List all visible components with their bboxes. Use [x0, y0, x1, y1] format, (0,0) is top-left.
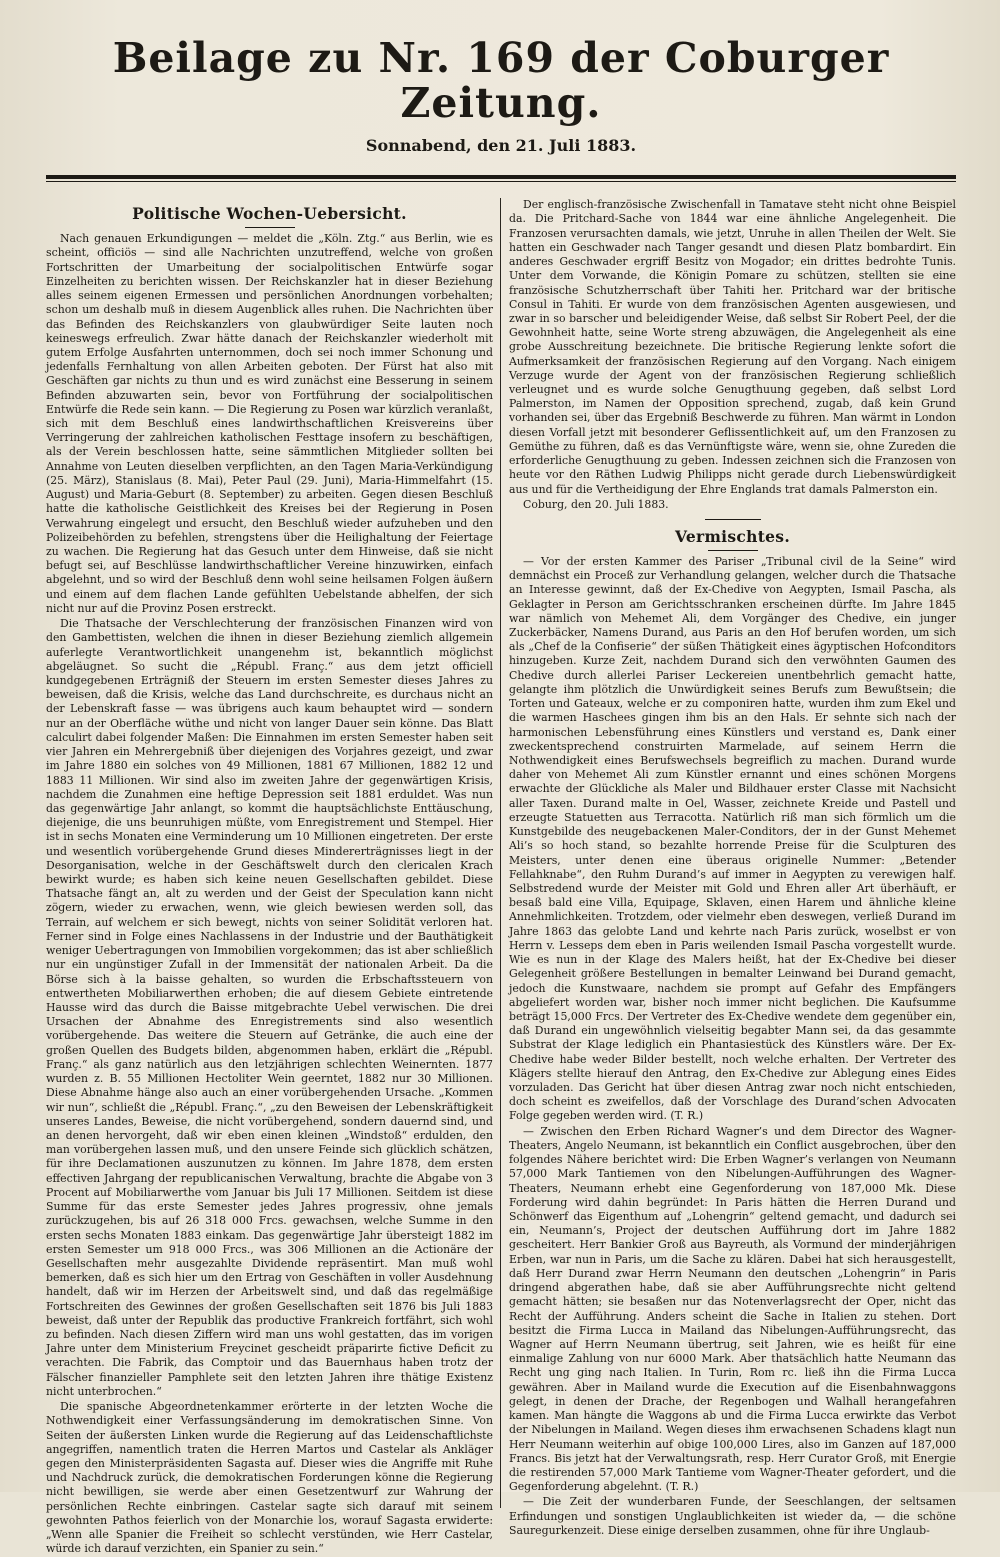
article-paragraph: — Zwischen den Erben Richard Wagner’s und dem Director des Wagner-Theaters, Angelo Neumann, ist bekanntlich ein Conflict ausgebrochen, über den folgendes Nähere berichtet wird: Die Erben Wagner’s verlangen von Neumann 57,000 Mark Tantiemen von den Nibelungen-Aufführungen des Wagner-Theaters, Neumann erhebt eine Gegenforderung von 187,000 Mk. Diese Forderung wird dahin begründet: In Paris hätten die Herren Durand und Schönwerf das Eigenthum auf „Lohengrin“ geltend gemacht, und dadurch sei ein, Neumann’s, Project der deutschen Aufführung dort im Jahre 1882 gescheitert. Herr Bankier Groß aus Bayreuth, als Vormund der minderjährigen Erben, war nun in Paris, um die Sache zu klären. Dabei hat sich herausgestellt, daß Herr Durand zwar Herrn Neumann den deutschen „Lohengrin“ in Paris dringend abgerathen habe, daß sie aber Aufführungsrechte nicht geltend gemacht hätten; sie besaßen nur das Notenverlagsrecht der Oper, nicht das Recht der Aufführung. Anders scheint die Sache in Italien zu stehen. Dort besitzt die Firma Lucca in Mailand das Nibelungen-Aufführungsrecht, das Wagner auf Herrn Neumann übertrug, seit Jahren, wie es heißt für eine einmalige Zahlung von nur 6000 Mark. Aber thatsächlich hatte Neumann das Recht ung ging nach Italien. In Turin, Rom rc. ließ ihn die Firma Lucca gewähren. Aber in Mailand wurde die Execution auf die Eisenbahnwaggons gelegt, in denen der Drache, der Regenbogen und Walhall herangefahren kamen. Man hängte die Waggons ab und die Firma Lucca erwirkte das Verbot der Nibelungen in Mailand. Wegen dieses ihm erwachsenen Schadens klagt nun Herr Neumann weiterhin auf obige 100,000 Lires, also im Ganzen auf 187,000 Francs. Bis jetzt hat der Verwaltungsrath, resp. Herr Curator Groß, mit Energie die restirenden 57,000 Mark Tantieme vom Wagner-Theater gefordert, und die Gegenforderung abgelehnt. (T. R.): [509, 1124, 956, 1494]
article-paragraph: Die Thatsache der Verschlechterung der französischen Finanzen wird von den Gambettisten, welchen die ihnen in dieser Beziehung ziemlich allgemein auferlegte Verantwortlichkeit unangenehm ist, bekanntlich möglichst abgeläugnet. So sucht die „Républ. Franç.“ aus dem jetzt officiell kundgegebenen Erträgniß der Steuern im ersten Semester dieses Jahres zu beweisen, daß die Krisis, welche das Land durchschreite, es durchaus nicht an der Lebenskraft fasse — was übrigens auch kaum behauptet wird — sondern nur an der Oberfläche wüthe und nicht von langer Dauer sein könne. Das Blatt calculirt dabei folgender Maßen: Die Einnahmen im ersten Semester haben seit vier Jahren ein Mehrergebniß über diejenigen des Vorjahres gezeigt, und zwar im Jahre 1880 ein solches von 49 Millionen, 1881 67 Millionen, 1882 12 und 1883 11 Millionen. Wir sind also im zweiten Jahre der gegenwärtigen Krisis, nachdem die Zunahmen eine heftige Depression seit 1881 erduldet. Was nun das gegenwärtige Jahr anlangt, so kommt die hauptsächlichste Enttäuschung, diejenige, die uns beunruhigen müßte, vom Enregistrement und Stempel. Hier ist in sechs Monaten eine Verminderung um 10 Millionen eingetreten. Der erste und wesentlich vorübergehende Grund dieses Mindererträgnisses liegt in der Desorganisation, welche in der Geschäftswelt durch den clericalen Krach bewirkt wurde; es haben sich keine neuen Gesellschaften gebildet. Diese Thatsache fängt an, alt zu werden und der Geist der Speculation kann nicht zögern, wieder zu erwachen, wenn, wie gleich bewiesen werden soll, das Terrain, auf welchem er sich bewegt, nichts von seiner Solidität verloren hat. Ferner sind in Folge eines Nachlassens in der Industrie und der Bauthätigkeit weniger Uebertragungen von Immobilien vorgekommen; das ist aber schließlich nur ein ungünstiger Zufall in der Immensität der nationalen Arbeit. Da die Börse sich à la baisse gehalten, so wurden die Erbschaftssteuern von entwertheten Mobiliarwerthen erhoben; die auf diesem Gebiete eintretende Hausse wird das durch die Baisse mitgebrachte Uebel verwischen. Die drei Ursachen der Abnahme des Enregistrements sind also wesentlich vorübergehende. Das weitere die Steuern auf Getränke, die auch eine der großen Quellen des Budgets bilden, abgenommen haben, erklärt die „Républ. Franç.“ als ganz natürlich aus den letzjährigen schlechten Weinernten. 1877 wurden z. B. 55 Millionen Hectoliter Wein geerntet, 1882 nur 30 Millionen. Diese Abnahme hänge also auch an einer vorübergehenden Ursache. „Kommen wir nun“, schließt die „Républ. Franç.“, „zu den Beweisen der Lebenskräftigkeit unseres Landes, Beweise, die nicht vorübergehend, sondern dauernd sind, und an denen hervorgeht, daß wir eben einen kleinen „Windstoß“ erdulden, den man vorübergehen lassen muß, und den unsere Feinde sich glücklich schätzen, für ihre Declamationen auszunutzen zu können. Im Jahre 1878, dem ersten effectiven Jahrgang der republicanischen Verwaltung, brachte die Abgabe von 3 Procent auf Mobiliarwerthe vom Januar bis Juli 17 Millionen. Seitdem ist diese Summe für das erste Semester jedes Jahres progressiv, ohne jemals zurückzugehen, bis auf 26 318 000 Frcs. gewachsen, welche Summe in den ersten sechs Monaten 1883 einkam. Das gegenwärtige Jahr übersteigt 1882 im ersten Semester um 918 000 Frcs., was 306 Millionen an die Actionäre der Gesellschaften mehr ausgezahlte Dividende repräsentirt. Man muß wohl bemerken, daß es sich hier um den Ertrag von Geschäften in voller Ausdehnung handelt, daß wir im Herzen der Arbeitswelt sind, und daß das regelmäßige Fortschreiten des Gewinnes der großen Gesellschaften seit 1876 bis Juli 1883 beweist, daß unter der Republik das productive Frankreich fortfährt, sich wohl zu befinden. Nach diesen Ziffern wird man uns wohl gestatten, das im vorigen Jahre unter dem Ministerium Freycinet gescheidt präparirte fictive Deficit zu verachten. Die Fabrik, das Comptoir und das Bauernhaus haben trotz der Fälscher finanzieller Pamphlete seit den letzten Jahren ihre thätige Existenz nicht unterbrochen.“: [46, 617, 493, 1398]
left-column: [46, 198, 501, 1556]
section-heading-miscellany: Vermischtes.: [509, 527, 956, 551]
masthead: [46, 36, 956, 182]
article-paragraph: Nach genauen Erkundigungen — meldet die „Köln. Ztg.“ aus Berlin, wie es scheint, officiös — sind alle Nachrichten unzutreffend, welche von großen Fortschritten der Umarbeitung der socialpolitischen Entwürfe sogar Einzelheiten zu berichten wissen. Der Reichskanzler hat in dieser Beziehung alles seinem eigenen Ermessen und persönlichen Anordnungen vorbehalten; schon um deshalb muß in diesem Augenblick alles ruhen. Die Nachrichten über das Befinden des Reichskanzlers von glaubwürdiger Seite lauten noch keineswegs erfreulich. Zwar hätte danach der Reichskanzler wiederholt mit gutem Erfolge Ausfahrten unternommen, doch sei noch immer Schonung und jedenfalls Fernhaltung von allen Arbeiten geboten. Der Fürst hat also mit Geschäften gar nichts zu thun und es wird zunächst eine Besserung in seinem Befinden abzuwarten sein, bevor von Fortführung der socialpolitischen Entwürfe die Rede sein kann. — Die Regierung zu Posen war kürzlich veranlaßt, sich mit dem Beschluß eines landwirthschaftlichen Kreisvereins über Verringerung der zahlreichen katholischen Festtage insofern zu beschäftigen, als der Verein beschlossen hatte, seine sämmtlichen Mitglieder sollten bei Annahme von Leuten dieselben verpflichten, an den Tagen Maria-Verkündigung (25. März), Stanislaus (8. Mai), Peter Paul (29. Juni), Maria-Himmelfahrt (15. August) und Maria-Geburt (8. September) zu arbeiten. Gegen diesen Beschluß hatte die katholische Geistlichkeit des Kreises bei der Regierung in Posen Verwahrung eingelegt und ersucht, den Beschluß wieder aufzuheben und den Polizeibehörden zu befehlen, strengstens über die Heilighaltung der Feiertage zu wachen. Die Regierung hat das Gesuch unter dem Hinweise, daß sie nicht befugt sei, auf Beschlüsse landwirthschaftlicher Vereine hinzuwirken, einfach abgelehnt, und so wird der Beschluß denn wohl seine heilsamen Folgen äußern und einem auf dem flachen Lande gefühlten Uebelstande abhelfen, der sich nicht nur auf die Provinz Posen erstreckt.: [46, 232, 493, 615]
masthead-rule-thin: [46, 181, 956, 182]
newspaper-title: Beilage zu Nr. 169 der Coburger Zeitung.: [112, 34, 890, 128]
dateline-signoff: Coburg, den 20. Juli 1883.: [523, 497, 669, 511]
section-separator: [705, 519, 761, 520]
masthead-rule-thick: [46, 175, 956, 179]
text-columns: [46, 198, 956, 1556]
issue-date: Sonnabend, den 21. Juli 1883.: [365, 136, 637, 156]
article-paragraph: — Vor der ersten Kammer des Pariser „Tribunal civil de la Seine“ wird demnächst ein Proceß zur Verhandlung gelangen, welcher durch die Thatsache an Interesse gewinnt, daß der Ex-Chedive von Aegypten, Ismail Pascha, als Geklagter in Person am Gerichtsschranken erscheinen dürfte. Im Jahre 1845 war nämlich von Mehemet Ali, dem Vorgänger des Chedive, ein junger Zuckerbäcker, Namens Durand, aus Paris an den Hof berufen worden, um sich als „Chef de la Confiserie“ der süßen Thätigkeit eines ägyptischen Hofconditors hinzugeben. Kurze Zeit, nachdem Durand sich den verwöhnten Gaumen des Chedive durch allerlei Pariser Leckereien unentbehrlich gemacht hatte, gelangte ihm plötzlich die Unwürdigkeit seines Berufs zum Bewußtsein; die Torten und Gateaux, welche er zu componiren hatte, wurden ihm zum Ekel und die warmen Haschees gingen ihm bis an den Hals. Er sehnte sich nach der harmonischen Lebensführung eines Künstlers und verstand es, Dank einer zweckentsprechend construirten Marmelade, auf seinem Herrn die Nothwendigkeit eines Berufswechsels begreiflich zu machen. Durand wurde daher von Mehemet Ali zum Künstler ernannt und eines schönen Morgens erwachte der Glückliche als Maler und Bildhauer erster Classe mit Nachsicht aller Taxen. Durand malte in Oel, Wasser, zeichnete Kreide und Pastell und erzeugte Statuetten aus Terracotta. Natürlich riß man sich förmlich um die Kunstgebilde des neugebackenen Maler-Conditors, der in der Gunst Mehemet Ali’s so hoch stand, so bezahlte horrende Preise für die Sculpturen des Meisters, unter denen eine überaus originelle Nummer: „Betender Fellahknabe“, den Ruhm Durand’s auf immer in Aegypten zu verewigen half. Selbstredend wurde der Meister mit Gold und Ehren aller Art überhäuft, er besaß bald eine Villa, Equipage, Sklaven, einen Harem und ähnliche kleine Annehmlichkeiten. Trotzdem, oder vielmehr eben deswegen, verließ Durand im Jahre 1863 das gelobte Land und kehrte nach Paris zurück, woselbst er von Herrn v. Lesseps dem eben in Paris weilenden Ismail Pascha vorgestellt wurde. Wie es nun in der Klage des Malers heißt, hat der Ex-Chedive bei dieser Gelegenheit größere Bestellungen in bemalter Leinwand bei Durand gemacht, jedoch die Kunstwaare, nachdem sie prompt auf Gefahr des Empfängers abgeliefert worden war, bisher noch immer nicht beglichen. Die Kaufsumme beträgt 15,000 Frcs. Der Vertreter des Ex-Chedive wendete dem gegenüber ein, daß Durand ein ungewöhnlich vielseitig begabter Mann sei, da das gesammte Substrat der Klage lediglich ein Phantasiestück des Künstlers wäre. Der Ex-Chedive habe weder Bilder bestellt, noch welche erhalten. Der Vertreter des Klägers stellte hierauf den Antrag, den Ex-Chedive zur Ablegung eines Eides vorzuladen. Das Gericht hat über diesen Antrag zwar noch nicht entschieden, doch scheint es zweifellos, daß der Vorschlage des Durand’schen Advocaten Folge gegeben werden wird. (T. R.): [509, 554, 956, 1123]
article-paragraph: — Die Zeit der wunderbaren Funde, der Seeschlangen, der seltsamen Erfindungen und sonstigen Unglaublichkeiten ist wieder da, — die schöne Sauregurkenzeit. Diese einige derselben zusammen, ohne für ihre Unglaub-: [509, 1495, 956, 1537]
article-paragraph: Der englisch-französische Zwischenfall in Tamatave steht nicht ohne Beispiel da. Die Pritchard-Sache von 1844 war eine ähnliche Angelegenheit. Die Franzosen verursachten damals, wie jetzt, Unruhe in allen Theilen der Welt. Sie hatten ein Geschwader nach Tanger gesandt und diesen Platz bombardirt. Ein anderes Geschwader ergriff Besitz von Mogador; ein drittes bedrohte Tunis. Unter dem Vorwande, die Königin Pomare zu schützen, stellten sie eine französische Schutzherrschaft über Tahiti her. Pritchard war der britische Consul in Tahiti. Er wurde von dem französischen Agenten ausgewiesen, und zwar in so barscher und beleidigender Weise, daß selbst Sir Robert Peel, der die Gewohnheit hatte, seine Worte streng abzuwägen, die Angelegenheit als eine grobe Ausschreitung bezeichnete. Die britische Regierung lenkte sofort die Aufmerksamkeit der französischen Regierung auf den Vorgang. Nach einigem Verzuge wurde der Agent von der französischen Regierung schließlich verleugnet und es wurde solche Genugthuung gegeben, daß selbst Lord Palmerston, im Namen der Opposition sprechend, zugab, daß kein Grund vorhanden sei, über das Ergebniß Beschwerde zu führen. Man wärmt in London diesen Vorfall jetzt mit besonderer Geflissentlichkeit auf, um den Franzosen zu Gemüthe zu führen, daß es das Vernünftigste wäre, wenn sie, ohne Zureden die erforderliche Genugthuung zu geben. Indessen zeichnen sich die Franzosen von heute vor den Räthen Ludwig Philipps nicht gerade durch Liebenswürdigkeit aus und für die Vertheidigung der Ehre Englands trat damals Palmerston ein.: [509, 198, 956, 496]
article-paragraph: Die spanische Abgeordnetenkammer erörterte in der letzten Woche die Nothwendigkeit einer Verfassungsänderung im demokratischen Sinne. Von Seiten der äußersten Linken wurde die Regierung auf das Leidenschaftlichste angegriffen, namentlich traten die Herren Martos und Castelar als Ankläger gegen den Ministerpräsidenten Sagasta auf. Dieser wies die Angriffe mit Ruhe und Nachdruck zurück, die demokratischen Forderungen könne die Regierung nicht bewilligen, sie werde aber einen Gesetzentwurf zur Wahrung der persönlichen Rechte einbringen. Castelar sagte sich darauf mit seinem gewohnten Pathos feierlich von der Monarchie los, worauf Sagasta erwiderte: „Wenn alle Spanier die Freiheit so schlecht verstünden, wie Herr Castelar, würde ich darauf verzichten, ein Spanier zu sein.“: [46, 1400, 493, 1556]
right-column: [501, 198, 956, 1537]
section-heading-politics: Politische Wochen-Uebersicht.: [46, 204, 493, 228]
